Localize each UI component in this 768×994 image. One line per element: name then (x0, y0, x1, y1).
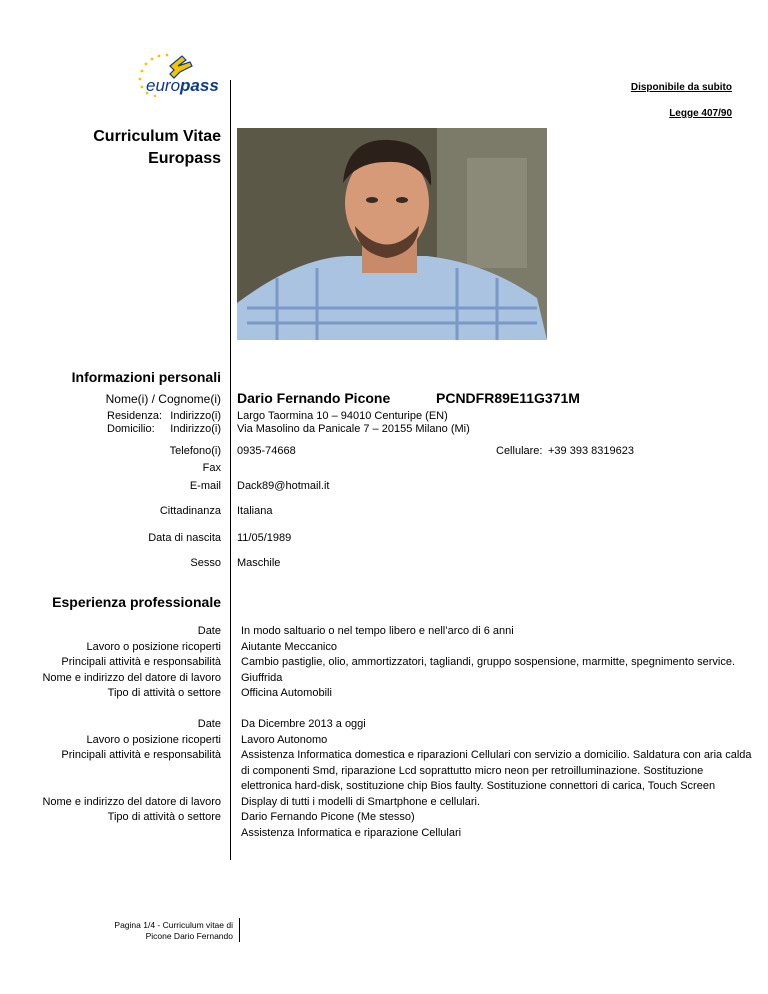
job1-duties: Cambio pastiglie, olio, ammortizzatori, tagliandi, gruppo sospensione, marmitte, spegnimento service. (241, 656, 736, 668)
footer-line1: Pagina 1/4 - Curriculum vitae di (114, 920, 233, 930)
logo-pass: pass (180, 76, 219, 95)
job2-sector-label: Tipo di attività o settore (107, 811, 221, 823)
residence-value: Largo Taormina 10 – 94010 Centuripe (EN) (237, 410, 448, 422)
name-value: Dario Fernando Picone (237, 390, 391, 406)
job2-sector: Assistenza Informatica e riparazione Cellulari (241, 826, 462, 839)
job1-date-label: Date (197, 625, 221, 637)
sex-value: Maschile (237, 557, 281, 569)
job2-employer-label: Nome e indirizzo del datore di lavoro (42, 795, 221, 808)
job2-role-label: Lavoro o posizione ricoperti (86, 733, 221, 746)
law-note: Legge 407/90 (669, 108, 732, 119)
job1-role-label: Lavoro o posizione ricoperti (86, 640, 221, 653)
job1-values (241, 624, 735, 702)
residence-label: Residenza: (107, 410, 163, 422)
sex-label: Sesso (190, 557, 221, 569)
job1-labels (42, 624, 221, 702)
email-label: E-mail (189, 480, 221, 492)
job1-date: In modo saltuario o nel tempo libero e nell’arco di 6 anni (241, 625, 514, 637)
job2-duties-line: elettronica hard-disk, sostituzione chip Bios faulty. Sostituzione connettori di carica, Touch Screen (241, 780, 716, 792)
job2-duties-label: Principali attività e responsabilità (61, 749, 221, 761)
footer-line2: Picone Dario Fernando (145, 931, 233, 941)
mobile-value: +39 393 8319623 (548, 445, 634, 457)
job1-sector-label: Tipo di attività o settore (107, 687, 221, 699)
email-value[interactable]: Dack89@hotmail.it (237, 480, 330, 492)
job2-duties-line: di componenti Smd, riparazione Lcd soprattutto micro neon per retroilluminazione. Sostituzione (241, 764, 704, 777)
job2-duties-line: Assistenza Informatica domestica e riparazioni Cellulari con servizio a domicilio. Saldatura con aria calda (241, 749, 752, 761)
experience-heading: Esperienza professionale (52, 594, 221, 610)
domicile-label: Domicilio: (107, 423, 155, 435)
job1-employer-label: Nome e indirizzo del datore di lavoro (42, 671, 221, 684)
job2-date: Da Dicembre 2013 a oggi (241, 718, 366, 730)
cv-title (93, 126, 221, 170)
domicile-value: Via Masolino da Panicale 7 – 20155 Milano (Mi) (237, 423, 470, 435)
job2-labels (42, 717, 221, 826)
availability-note: Disponibile da subito (630, 82, 732, 93)
mobile-label: Cellulare: (496, 445, 543, 457)
personal-info-heading: Informazioni personali (71, 369, 221, 385)
job2-duties-line: Display di tutti i modelli di Smartphone e cellulari. (241, 795, 481, 808)
job1-sector: Officina Automobili (241, 687, 332, 699)
citizenship-label: Cittadinanza (159, 505, 221, 517)
europass-logo (134, 50, 224, 98)
domicile-sub-label: Indirizzo(i) (170, 423, 221, 435)
citizenship-value: Italiana (237, 505, 273, 517)
column-divider (230, 80, 231, 860)
job2-role: Lavoro Autonomo (241, 733, 328, 746)
job2-values (241, 717, 752, 841)
footer-divider (239, 918, 240, 942)
logo-euro: euro (146, 76, 181, 95)
job2-employer: Dario Fernando Picone (Me stesso) (241, 811, 415, 823)
birth-date-value: 11/05/1989 (237, 532, 292, 544)
profile-photo (237, 128, 547, 340)
job1-duties-label: Principali attività e responsabilità (61, 656, 221, 668)
fiscal-code: PCNDFR89E11G371M (436, 390, 580, 406)
job2-date-label: Date (197, 718, 221, 730)
phone-label: Telefono(i) (169, 445, 221, 457)
cv-title-line1: Curriculum Vitae (93, 128, 221, 145)
name-label: Nome(i) / Cognome(i) (105, 392, 221, 406)
phone-value: 0935-74668 (237, 445, 296, 457)
job1-role: Aiutante Meccanico (241, 640, 337, 653)
cv-title-line2: Europass (148, 150, 221, 167)
birth-date-label: Data di nascita (148, 532, 221, 544)
page-footer (114, 920, 233, 942)
residence-sub-label: Indirizzo(i) (170, 410, 221, 422)
fax-label: Fax (202, 462, 221, 474)
job1-employer: Giuffrida (241, 671, 283, 684)
